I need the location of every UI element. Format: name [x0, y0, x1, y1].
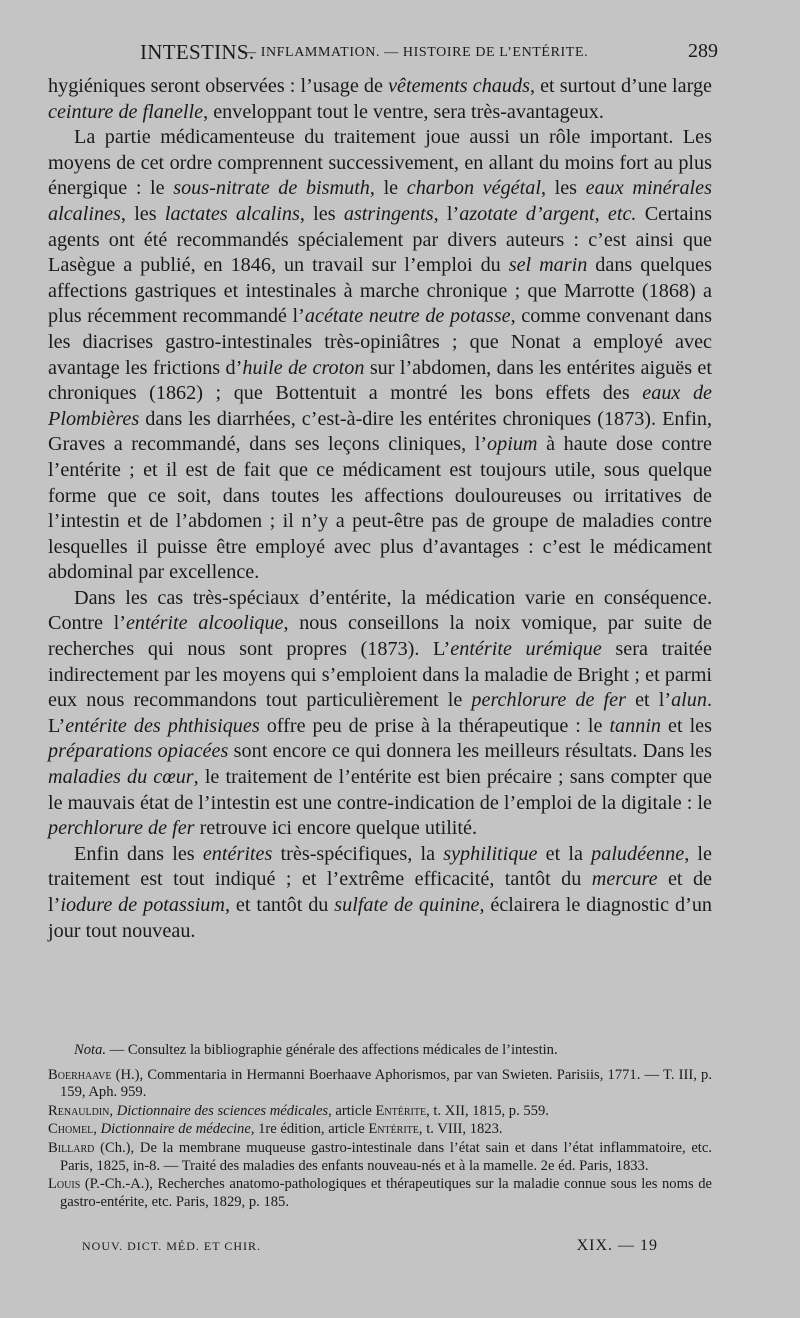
bibliography-entry: [48, 1121, 712, 1139]
text-run: Certains agents ont été recommandés spécialement par divers auteurs : c’est ainsi que Lasègue a publié, en 1846, un travail sur l’emploi du: [48, 202, 712, 277]
text-run: dans quelques affections gastriques et intestinales à marche chronique ; que Marrotte (1868) a plus récemment recommandé l’: [48, 254, 712, 328]
bibliography-entry: [48, 1140, 712, 1175]
text-run: hygiéniques seront observées : l’usage de: [48, 75, 389, 97]
text-run: , 1re édition, article: [250, 1121, 369, 1138]
italic-text: astringents: [343, 202, 434, 225]
text-run: sera traitée indirectement par les moyens qui s’emploient dans la maladie de Bright ; et parmi eux nous recommandons tout particulièrement le: [48, 638, 712, 712]
text-run: dans les diarrhées, c’est-à-dire les entérites chroniques (1873). Enfin, Graves a recommandé, dans ses leçons cliniques, l’: [48, 407, 712, 456]
text-run: , le traitement de l’entérite est bien précaire ; sans compter que le mauvais état de l’intestin est une contre-indication de l’emploi de la digitale : le: [48, 766, 712, 814]
text-run: Dans les cas très-spéciaux d’entérite, la médication varie en conséquence. Contre l’: [48, 586, 712, 635]
text-run: Enfin dans les: [74, 842, 203, 865]
paragraph: [48, 586, 712, 842]
text-run: (P.-Ch.-A.), Recherches anatomo-pathologiques et thérapeutiques sur la maladie connue sous les noms de gastro-entérite, etc. Paris, 1829, p. 185.: [60, 1176, 712, 1210]
paragraph: [48, 125, 712, 586]
small-caps-text: Renauldin: [48, 1102, 110, 1119]
italic-text: sous-nitrate de bismuth: [173, 177, 370, 200]
italic-text: entérites: [202, 842, 273, 865]
text-run: , l’: [433, 202, 460, 225]
italic-text: sel marin: [508, 254, 588, 277]
text-run: sont encore ce qui donnera les meilleurs résultats. Dans les: [228, 740, 712, 763]
italic-text: paludéenne: [591, 842, 685, 865]
italic-text: tannin: [609, 714, 662, 737]
paragraph: [48, 74, 712, 125]
text-run: . L’: [48, 689, 712, 737]
text-run: et les: [661, 714, 712, 737]
main-text: [48, 74, 712, 944]
text-run: , et tantôt du: [224, 894, 335, 916]
text-run: , les: [540, 177, 586, 200]
text-run: , le: [369, 177, 407, 200]
text-run: très-spécifiques, la: [272, 842, 444, 865]
footer-signature: XIX. — 19: [576, 1237, 658, 1254]
italic-text: entérite urémique: [450, 638, 602, 661]
bibliography-note: [48, 1042, 712, 1060]
text-run: , enveloppant tout le ventre, sera très-avantageux.: [203, 100, 604, 123]
italic-text: azotate d’argent: [459, 202, 595, 225]
text-run: retrouve ici encore quelque utilité.: [194, 817, 478, 840]
text-run: sur l’abdomen, dans les entérites aiguës et chroniques (1862) ; que Bottentuit a montré les bons effets des: [48, 356, 712, 405]
italic-text: Dictionnaire de médecine: [100, 1121, 251, 1138]
text-run: — Consultez la bibliographie générale des affections médicales de l’intestin.: [106, 1042, 558, 1058]
text-run: et de l’: [48, 868, 712, 916]
text-run: et la: [537, 842, 592, 865]
italic-text: sulfate de quinine: [334, 894, 480, 916]
italic-text: opium: [487, 433, 538, 456]
italic-text: etc.: [607, 202, 637, 225]
footer-publication: NOUV. DICT. MÉD. ET CHIR.: [82, 1239, 262, 1253]
small-caps-text: Billard: [48, 1139, 95, 1156]
italic-text: perchlorure de fer: [48, 817, 195, 840]
italic-text: préparations opiacées: [48, 740, 229, 763]
bibliography: [48, 1042, 712, 1212]
text-run: (H.), Commentaria in Hermanni Boerhaave Aphorismos, par van Swieten. Parisiis, 1771. — T. III, p. 159, Aph. 959.: [60, 1066, 712, 1101]
italic-text: syphilitique: [443, 842, 538, 865]
text-run: ,: [93, 1121, 101, 1138]
italic-text: alun: [671, 689, 707, 712]
italic-text: perchlorure de fer: [471, 689, 626, 712]
italic-text: charbon végétal: [406, 177, 541, 200]
small-caps-text: Entérite: [375, 1102, 427, 1119]
small-caps-text: Louis: [48, 1176, 81, 1193]
italic-text: maladies du cœur: [48, 766, 194, 789]
text-run: ,: [109, 1102, 117, 1119]
running-head-title: INTESTINS.: [140, 40, 255, 64]
italic-text: vêtements chauds: [388, 75, 530, 97]
italic-text: lactates alcalins: [164, 202, 300, 225]
text-run: , nous conseillons la noix vomique, par suite de recherches qui nous sont propres (1873). L’: [48, 612, 712, 661]
text-run: offre peu de prise à la thérapeutique : le: [259, 714, 610, 737]
text-run: , les: [120, 202, 165, 225]
italic-text: huile de croton: [242, 356, 365, 379]
text-run: , t. VIII, 1823.: [418, 1121, 503, 1138]
text-run: et l’: [625, 689, 672, 712]
small-caps-text: Boerhaave: [48, 1066, 112, 1083]
paragraph: [48, 842, 712, 944]
bibliography-entry: [48, 1067, 712, 1102]
page-number: 289: [688, 40, 718, 62]
italic-text: eaux de Plombières: [48, 382, 712, 430]
text-run: , comme convenant dans les diacrises gastro-intestinales très-opiniâtres ; que Nonat a employé avec avantage les frictions d’: [48, 305, 712, 379]
bibliography-entry: [48, 1176, 712, 1211]
text-run: ,: [594, 202, 608, 225]
text-run: , article: [328, 1102, 376, 1119]
running-head: [140, 40, 718, 72]
italic-text: entérite alcoolique: [125, 612, 284, 635]
text-run: à haute dose contre l’entérite ; et il est de fait que ce médicament est toujours utile, sous quelque forme que ce soit, dans toutes les affections douloureuses ou irritatives de l’intestin et de l’abdomen ; il n’y a peut-être pas de groupe de maladies contre lesquelles il puisse être employé avec plus d’avantages : c’est le médicament abdominal par excellence.: [48, 433, 712, 584]
text-run: , t. XII, 1815, p. 559.: [426, 1102, 549, 1119]
page-footer: [82, 1237, 718, 1257]
italic-text: entérite des phthisiques: [65, 714, 260, 737]
italic-text: Nota.: [74, 1042, 107, 1058]
text-run: , éclairera le diagnostic d’un jour tout nouveau.: [48, 894, 713, 942]
italic-text: eaux minérales alcalines: [48, 177, 712, 225]
text-run: , le traitement est tout indiqué ; et l’extrême efficacité, tantôt du: [48, 842, 712, 891]
text-run: (Ch.), De la membrane muqueuse gastro-intestinale dans l’état sain et dans l’état inflammatoire, etc. Paris, 1825, in-8. — Traité des maladies des enfants nouveau-nés et à la mamelle. 2e éd. Paris, 1833.: [60, 1139, 712, 1174]
italic-text: Dictionnaire des sciences médicales: [116, 1102, 329, 1119]
italic-text: acétate neutre de potasse: [304, 305, 511, 328]
text-run: , les: [299, 202, 344, 225]
bibliography-entry: [48, 1103, 712, 1121]
italic-text: ceinture de flanelle: [48, 100, 204, 123]
text-run: La partie médicamenteuse du traitement joue aussi un rôle important. Les moyens de cet ordre comprennent successivement, en allant du moins fort au plus énergique : le: [48, 126, 712, 200]
small-caps-text: Entérite: [368, 1121, 419, 1138]
italic-text: iodure de potassium: [60, 894, 225, 916]
italic-text: mercure: [591, 868, 658, 891]
text-run: , et surtout d’une large: [529, 75, 713, 97]
running-head-subtitle: — INFLAMMATION. — HISTOIRE DE L’ENTÉRITE.: [242, 45, 589, 60]
small-caps-text: Chomel: [48, 1121, 94, 1138]
